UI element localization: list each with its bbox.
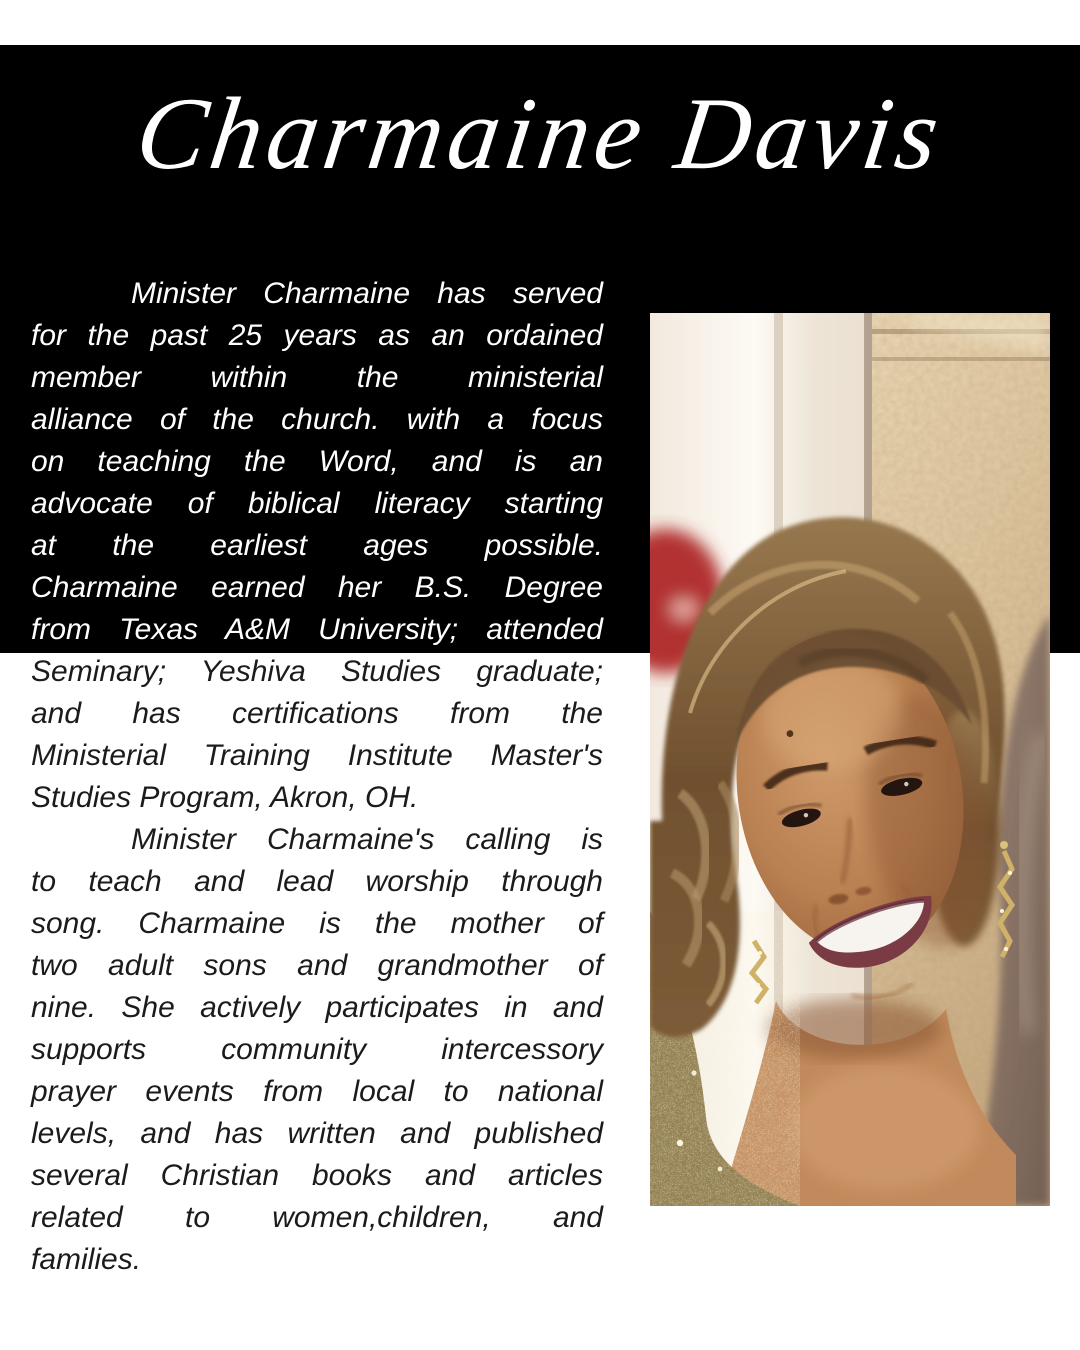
bio-line: Studies Program, Akron, OH. [31, 781, 419, 814]
bio-line: families. [31, 1243, 142, 1276]
bio-line: on teaching the Word, and is an [31, 445, 603, 478]
bio-line: Charmaine earned her B.S. Degree [31, 571, 603, 604]
bio-line: and has certifications from the [31, 697, 603, 730]
bio-line: Minister Charmaine has served [131, 277, 603, 310]
bio-line: advocate of biblical literacy starting [31, 487, 603, 520]
bio-line: Seminary; Yeshiva Studies graduate; [31, 655, 603, 688]
bio-line: alliance of the church. with a focus [31, 403, 603, 436]
bio-line: for the past 25 years as an ordained [31, 319, 603, 352]
bio-line: nine. She actively participates in and [31, 991, 603, 1024]
bio-line: to teach and lead worship through [31, 865, 603, 898]
page-title: Charmaine Davis [129, 77, 951, 191]
bio-line: two adult sons and grandmother of [31, 949, 603, 982]
bio-line: levels, and has written and published [31, 1117, 603, 1150]
bio-line: from Texas A&M University; attended [31, 613, 603, 646]
bio-line: supports community intercessory [31, 1033, 603, 1066]
bio-line: Minister Charmaine's calling is [131, 823, 603, 856]
bio-line: prayer events from local to national [31, 1075, 603, 1108]
bio-line: member within the ministerial [31, 361, 603, 394]
bio-line: at the earliest ages possible. [31, 529, 603, 562]
bio-line: Ministerial Training Institute Master's [31, 739, 603, 772]
bio-line: related to women,children, and [31, 1201, 603, 1234]
bio-line: song. Charmaine is the mother of [31, 907, 603, 940]
bio-text [31, 273, 603, 1281]
bio-line: several Christian books and articles [31, 1159, 603, 1192]
portrait-photo [650, 313, 1050, 1206]
